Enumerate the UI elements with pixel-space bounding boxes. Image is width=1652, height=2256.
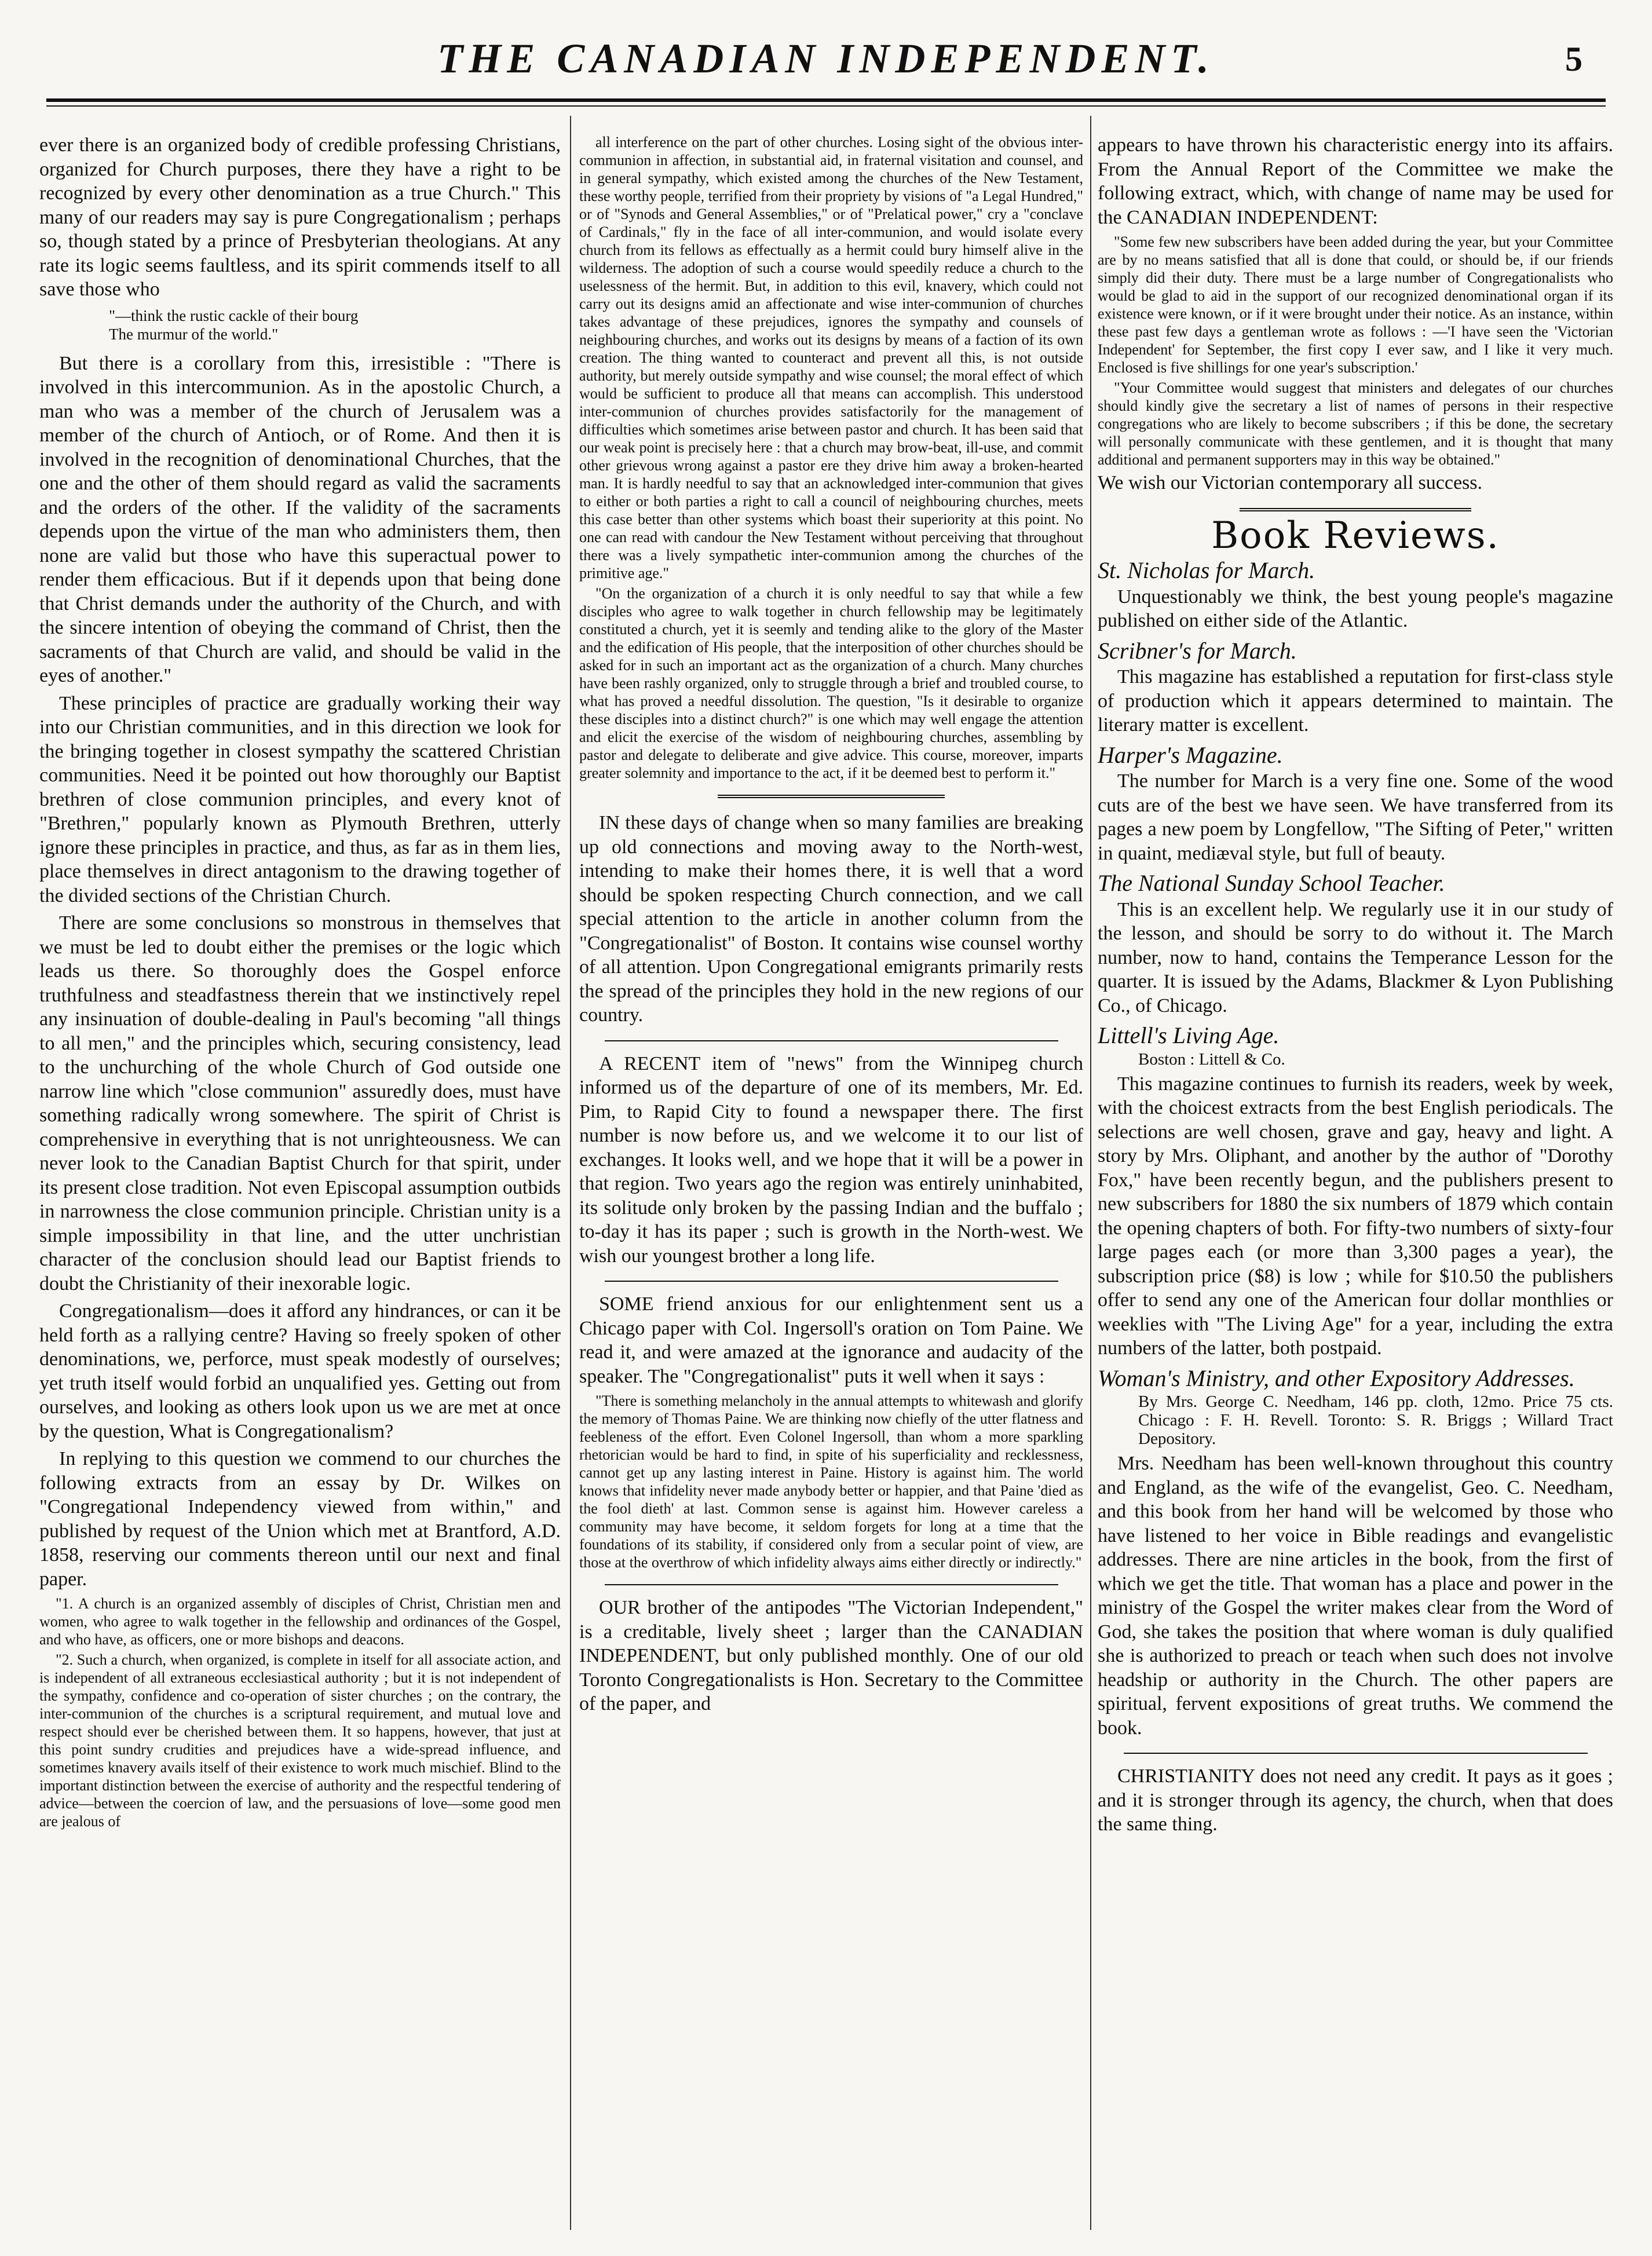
review-item (1098, 1023, 1613, 1361)
paragraph: A RECENT item of "news" from the Winnipeg church informed us of the departure of one of its members, Mr. Ed. Pim, to Rapid City to found a newspaper there. The first number is now before us, and we welcome it to our list of exchanges. It looks well, and we hope that it will be a power in that region. Two years ago the region was entirely uninhabited, its solitude only broken by the passing Indian and the buffalo ; to-day it has its paper ; such is growth in the North-west. We wish our youngest brother a long life. (579, 1052, 1083, 1267)
paragraph: In replying to this question we commend to our churches the following extracts from an essay by Dr. Wilkes on "Congregational Independency viewed from within," and published by request of the Union which met at Brantford, A.D. 1858, reserving our comments thereon until our next and final paper. (39, 1448, 561, 1590)
paragraph: SOME friend anxious for our enlightenment sent us a Chicago paper with Col. Ingersoll's oration on Tom Paine. We read it, and were amazed at the ignorance and audacity of the speaker. The "Congregationalist" puts it well when it says : (579, 1293, 1083, 1387)
review-title: Littell's Living Age. (1098, 1022, 1280, 1048)
header-rule (46, 98, 1606, 102)
verse-quote (39, 306, 561, 343)
paragraph: appears to have thrown his characteristic energy into its affairs. From the Annual Report of the Committee we make the following extract, which, with change of name may be used for the CANADIAN INDEPENDENT: (1098, 134, 1613, 228)
paragraph: CHRISTIANITY does not need any credit. It pays as it goes ; and it is stronger through its agency, the church, when that does the same thing. (1098, 1765, 1613, 1835)
verse-line: "—think the rustic cackle of their bourg (109, 306, 359, 324)
verse-line: The murmur of the world." (109, 325, 279, 343)
review-title: St. Nicholas for March. (1098, 557, 1315, 583)
review-title: Woman's Ministry, and other Expository Addresses. (1098, 1365, 1575, 1391)
review-title: The National Sunday School Teacher. (1098, 870, 1445, 896)
paragraph: IN these days of change when so many families are breaking up old connections and moving away to the North-west, intending to make their homes there, it is well that a word should be spoken respecting Church connection, and we call special attention to the article in another column from the "Congregationalist" of Boston. It contains wise counsel worthy of all attention. Upon Congregational emigrants primarily rests the spread of the principles they hold in the new regions of our country. (579, 812, 1083, 1026)
masthead: THE CANADIAN INDEPENDENT. (437, 35, 1215, 82)
review-title: Harper's Magazine. (1098, 741, 1283, 768)
paragraph: But there is a corollary from this, irresistible : "There is involved in this intercommunion. As in the apostolic Church, a man who was a member of the church of Jerusalem was a member of the church of Antioch, or of Rome. And then it is involved in the recognition of denominational Churches, that the one and the other of them should regard as valid the sacraments and the orders of the other. If the validity of the sacraments depends upon the virtue of the man who administers them, then none are valid but those who have this superactual power to render them efficacious. But if it depends upon that being done that Christ demands under the authority of the Church, and with the sincere intention of obeying the command of Christ, then the sacraments of that Church are valid, and should be valid in the eyes of another." (39, 352, 561, 686)
quote-paragraph: all interference on the part of other churches. Losing sight of the obvious inter-communion in affection, in substantial aid, in fraternal visitation and counsel, and in general sympathy, which existed among the churches of the New Testament, these worthy people, terrified from their propriety by visions of "a Legal Hundred," or of "Synods and General Assemblies," or of "Prelatical power," cry a "conclave of Cardinals," fly in the face of all inter-communion, and would isolate every church from its fellows as effectually as a hermit could bury himself alive in the wilderness. The adoption of such a course would speedily reduce a church to the uselessness of the hermit. But, in addition to this evil, knavery, which could not carry out its designs amid an affectionate and wise inter-communion of churches takes advantage of these prejudices, ignores the sympathy and counsels of neighbouring churches, and works out its designs by means of a faction of its own creation. The thing wanted to counteract and prevent all this, is not outside authority, but merely outside sympathy and wise counsel; the moral effect of which would be sufficient to produce all that means can accomplish. This understood inter-communion of churches provides satisfactorily for the management of difficulties which sometimes arise between pastor and church. It has been said that our weak point is precisely here : that a church may brow-beat, ill-use, and commit other grievous wrong against a pastor ere they drive him away a broken-hearted man. It is hardly needful to say that an acknowledged inter-communion that gives to either or both parties a right to call a council of neighbouring churches, meets this case better than other systems which boast their superiority at this point. No one can read with candour the New Testament without perceiving that throughout there was a lively sympathetic inter-communion among the churches of the primitive age." (579, 134, 1083, 582)
block-quote (1098, 233, 1613, 469)
header-rule-thin (46, 105, 1606, 107)
review-text: This magazine has established a reputation for first-class style of production which it appears determined to maintain. The literary matter is excellent. (1098, 666, 1613, 736)
review-text: Unquestionably we think, the best young people's magazine published on either side of the Atlantic. (1098, 586, 1613, 631)
review-item (1098, 871, 1613, 1018)
page-header (0, 0, 1652, 110)
quote-paragraph: "Your Committee would suggest that ministers and delegates of our churches should kindly give the secretary a list of names of persons in their respective congregations who are likely to become subscribers ; if this be done, the secretary will personally communicate with these gentlemen, and it is thought that many additional and permanent supporters may in this way be obtained." (1098, 379, 1613, 468)
review-text: The number for March is a very fine one. Some of the wood cuts are of the best we have seen. We have transferred from its pages a new poem by Longfellow, "The Sifting of Peter," written in quaint, mediæval style, but full of beauty. (1098, 770, 1613, 864)
section-separator (1240, 508, 1472, 511)
review-publisher: Boston : Littell & Co. (1138, 1050, 1285, 1069)
column-middle (579, 133, 1083, 2230)
paragraph: Congregationalism—does it afford any hindrances, or can it be held forth as a rallying centre? Having so freely spoken of other denominations, we, perforce, must speak modestly of ourselves; yet truth itself would forbid an unqualified yes. Getting out from ourselves, and looking as others look upon us we are met at once by the question, What is Congregationalism? (39, 1300, 561, 1442)
block-quote (579, 1392, 1083, 1571)
review-item (1098, 639, 1613, 737)
review-item (1098, 1366, 1613, 1741)
review-title: Scribner's for March. (1098, 637, 1297, 664)
section-separator (605, 1040, 1058, 1041)
column-right (1098, 133, 1613, 2230)
paragraph: We wish our Victorian contemporary all success. (1098, 472, 1483, 493)
section-separator (605, 1281, 1058, 1282)
block-quote (39, 1595, 561, 1830)
quote-paragraph: "2. Such a church, when organized, is complete in itself for all associate action, and is independent of all extraneous ecclesiastical authority ; but it is not independent of the sympathy, confidence and co-operation of sister churches ; on the contrary, the inter-communion of the churches is a scriptural requirement, and mutual love and respect should ever be cherished between them. It so happens, however, that just at this point sundry crudities and prejudices have a wide-spread influence, and sometimes knavery avails itself of their existence to work much mischief. Blind to the important distinction between the exercise of authority and the respectful tendering of advice—between the coercion of law, and the persuasions of love—some good men are jealous of (39, 1651, 561, 1830)
quote-paragraph: "1. A church is an organized assembly of disciples of Christ, Christian men and women, who agree to walk together in the fellowship and ordinances of the Gospel, and who have, as officers, one or more bishops and deacons. (39, 1595, 561, 1648)
book-reviews-heading: Book Reviews. (1211, 514, 1500, 557)
review-text: Mrs. Needham has been well-known throughout this country and England, as the wife of the evangelist, Geo. C. Needham, and this book from her hand will be welcomed by those who have listened to her voice in Bible readings and evangelistic addresses. There are nine articles in the book, from the first of which we get the title. That woman has a place and power in the ministry of the Gospel the writer makes clear from the Word of God, she takes the position that where woman is duly qualified she is authorized to preach or teach when such does not involve headship or authority in the Church. The other papers are spiritual, fervent expositions of great truths. We commend the book. (1098, 1453, 1613, 1739)
section-separator (605, 1584, 1058, 1585)
review-item (1098, 558, 1613, 633)
column-divider (570, 116, 571, 2230)
paragraph: These principles of practice are gradually working their way into our Christian communities, and in this direction we look for the bringing together in closest sympathy the scattered Christian communities. Need it be pointed out how thoroughly our Baptist brethren of close communion principles, and every knot of "Brethren," popularly known as Plymouth Brethren, utterly ignore these principles in practice, and thus, as far as in them lies, place themselves in direct antagonism to the drawing together of the divided sections of the Christian Church. (39, 692, 561, 906)
quote-paragraph: "There is something melancholy in the annual attempts to whitewash and glorify the memory of Thomas Paine. We are thinking now chiefly of the utter flatness and feebleness of the effort. Even Colonel Ingersoll, than whom a more sparkling rhetorician would be hard to find, in spite of his superficiality and recklessness, cannot get up any lasting interest in Paine. History is against him. The world knows that infidelity never made anybody better or happier, and that Paine 'died as the fool dieth' at last. Common sense is against him. However careless a community may have become, it seldom forgets for long at a time that the foundations of its stability, if considered only from a secular point of view, are those at the overthrow of which infidelity always aims either directly or indirectly." (579, 1392, 1083, 1571)
section-separator (1124, 1753, 1588, 1754)
section-separator (718, 795, 945, 798)
paragraph: There are some conclusions so monstrous in themselves that we must be led to doubt either the premises or the logic which leads us there. So thoroughly does the Gospel enforce truthfulness and steadfastness therein that we instinctively repel any insinuation of double-dealing in Paul's becoming "all things to all men," and the principles which, securing consistency, lead to the unchurching of the whole Church of God outside one narrow line which "close communion" assuredly does, must have something radically wrong somewhere. The spirit of Christ is comprehensive in everything that is not unrighteousness. We can never look to the Canadian Baptist Church for that spirit, under its present close tradition. Not even Episcopal assumption outbids in narrowness the close communion principle. Christian unity is a simple impossibility in that line, and the utter unchristian character of the conclusion should lead our Baptist friends to doubt the Christianity of their inexorable logic. (39, 912, 561, 1295)
block-quote (579, 133, 1083, 782)
paragraph: OUR brother of the antipodes "The Victorian Independent," is a creditable, lively sheet ; larger than the CANADIAN INDEPENDENT, but only published monthly. One of our old Toronto Congregationalists is Hon. Secretary to the Committee of the paper, and (579, 1597, 1083, 1714)
column-divider (1090, 116, 1091, 2230)
review-text: This is an excellent help. We regularly use it in our study of the lesson, and should be sorry to do without it. The March number, now to hand, contains the Temperance Lesson for the quarter. It is issued by the Adams, Blackmer & Lyon Publishing Co., of Chicago. (1098, 898, 1613, 1017)
review-text: This magazine continues to furnish its readers, week by week, with the choicest extracts from the best English periodicals. The selections are well chosen, grave and gay, heavy and light. A story by Mrs. Oliphant, and another by the author of "Dorothy Fox," have been recently begun, and the publishers present to new subscribers for 1880 the six numbers of 1879 which contain the opening chapters of both. For fifty-two numbers of sixty-four large pages each (or more than 3,300 pages a year), the subscription price ($8) is low ; while for $10.50 the publishers offer to send any one of the American four dollar monthlies or weeklies with "The Living Age" for a year, including the extra numbers of the latter, both postpaid. (1098, 1073, 1613, 1359)
page-number: 5 (1565, 40, 1582, 78)
review-item (1098, 743, 1613, 866)
quote-paragraph: "Some few new subscribers have been added during the year, but your Committee are by no means satisfied that all is done that could, or should be, if our friends simply did their duty. There must be a large number of Congregationalists who would be glad to aid in the support of our recognized denominational organ if its existence were known, or if it were brought under their notice. As an instance, within these past few days a gentleman wrote as follows : —'I have seen the 'Victorian Independent' for September, the first copy I ever saw, and I like it very much. Enclosed is five shillings for one year's subscription.' (1098, 233, 1613, 376)
review-publisher: By Mrs. George C. Needham, 146 pp. cloth, 12mo. Price 75 cts. Chicago : F. H. Revell. Toronto: S. R. Briggs ; Willard Tract Depository. (1138, 1392, 1613, 1448)
quote-paragraph: "On the organization of a church it is only needful to say that while a few disciples who agree to walk together in church fellowship may be legitimately constituted a church, yet it is seemly and tending alike to the glory of the Master and the edification of His people, that the interposition of other churches should be asked for in such an important act as the organization of a church. Many churches have been rashly organized, only to struggle through a brief and troubled course, to what has proved a needful dissolution. The question, "Is it desirable to organize these disciples into a distinct church?" is one which may well engage the attention and elicit the exercise of the wisdom of neighbouring churches, assembling by pastor and delegate to deliberate and give advice. This course, moreover, imparts greater solemnity and importance to the act, if it be deemed best to perform it." (579, 585, 1083, 781)
paragraph: ever there is an organized body of credible professing Christians, organized for Church purposes, there they have a right to be recognized by every other denomination as a true Church." This many of our readers may say is pure Congregationalism ; perhaps so, though stated by a prince of Presbyterian theologians. At any rate its logic seems faultless, and its spirit commends itself to all save those who (39, 134, 561, 300)
column-left (39, 133, 561, 2230)
